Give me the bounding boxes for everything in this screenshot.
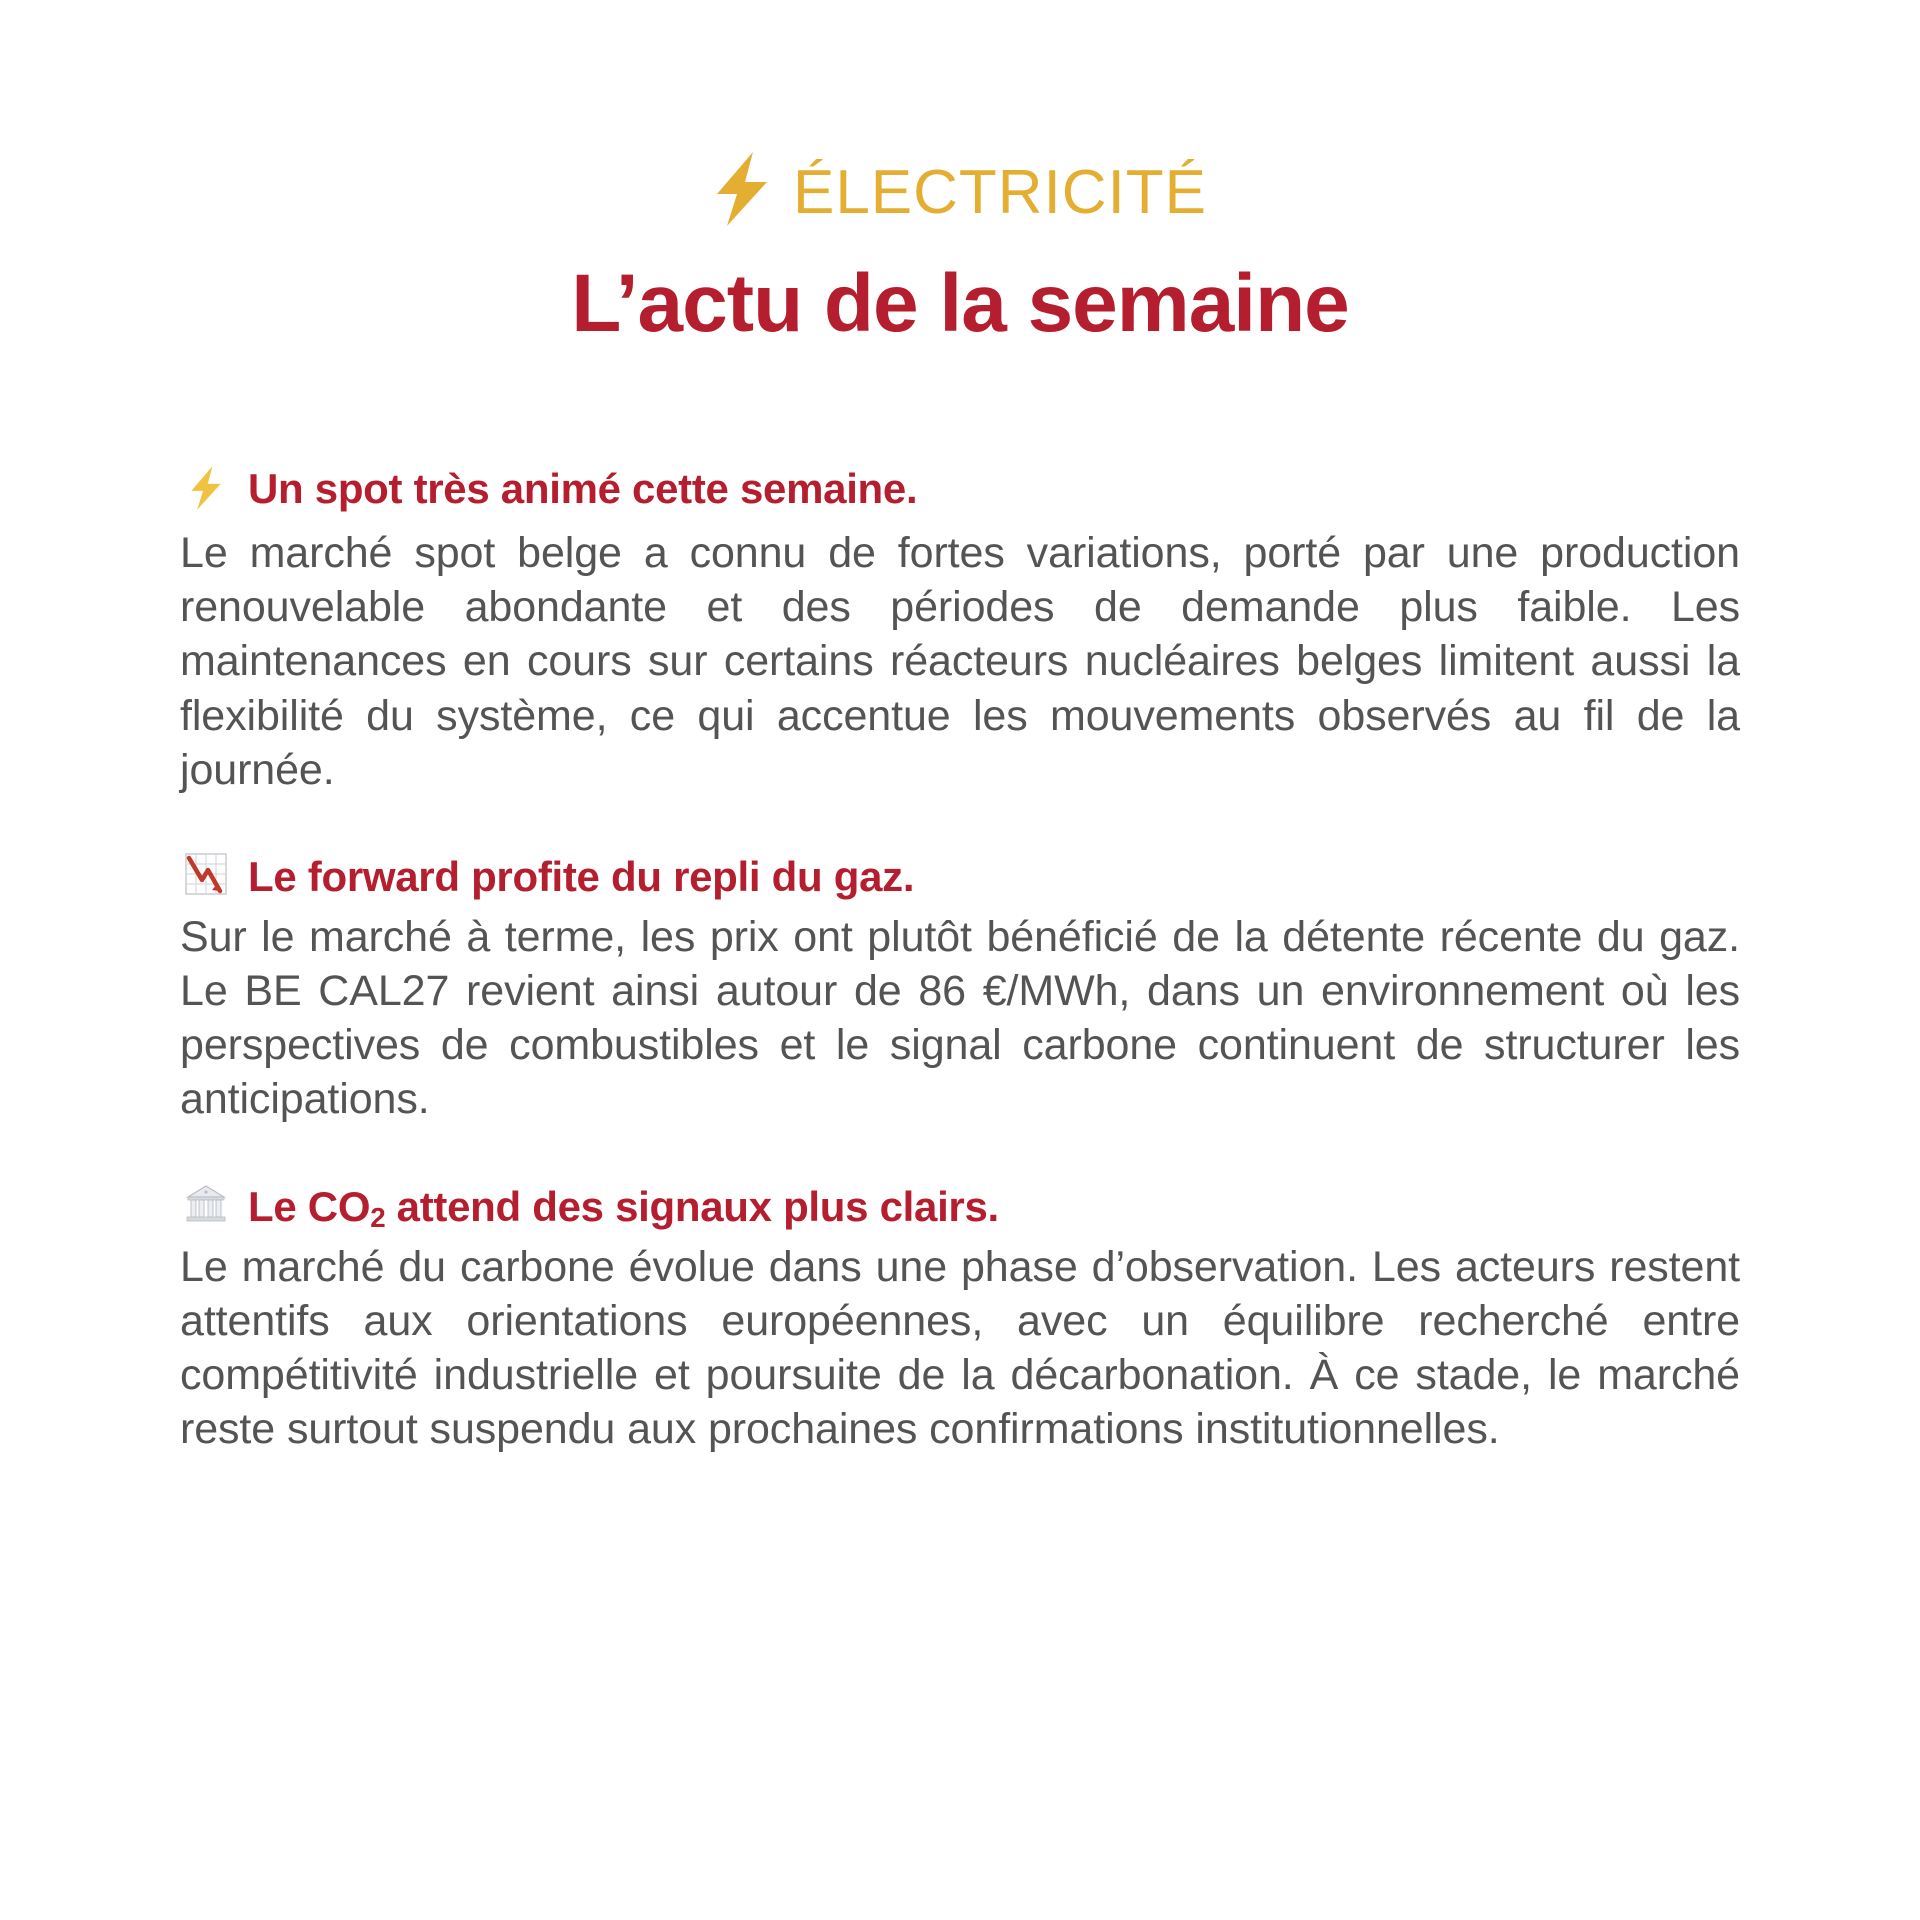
section-forward — [180, 853, 1740, 1127]
chart-decreasing-icon — [180, 853, 232, 906]
section-spot — [180, 465, 1740, 797]
section-co2-title — [248, 1183, 999, 1236]
lightning-bolt-icon — [713, 152, 771, 237]
section-spot-title: Un spot très animé cette semaine. — [248, 465, 918, 513]
high-voltage-icon — [180, 465, 232, 522]
section-co2-title-suffix: attend des signaux plus clairs. — [385, 1182, 999, 1230]
section-co2 — [180, 1183, 1740, 1457]
header — [0, 0, 1920, 347]
kicker-label: ÉLECTRICITÉ — [792, 157, 1208, 227]
section-co2-body: Le marché du carbone évolue dans une phase d’observation. Les acteurs restent attentifs aux orientations européennes, avec un équilibre recherché entre compétitivité industrielle et poursuite de la décarbonation. À ce stade, le marché reste surtout suspendu aux prochaines confirmations institutionnelles. — [180, 1242, 1740, 1454]
sections-container — [180, 347, 1740, 1456]
section-co2-heading — [180, 1183, 1740, 1236]
section-forward-body: Sur le marché à terme, les prix ont plutôt bénéficié de la détente récente du gaz. Le BE CAL27 revient ainsi autour de 86 €/MWh, dans un environnement où les perspectives de combustibles et le signal carbone continuent de structurer les anticipations. — [180, 912, 1740, 1124]
section-co2-title-prefix: Le CO — [248, 1182, 371, 1230]
page-title: L’actu de la semaine — [571, 258, 1349, 349]
kicker-row — [0, 150, 1920, 235]
section-co2-title-subscript: 2 — [370, 1201, 386, 1233]
section-forward-title: Le forward profite du repli du gaz. — [248, 852, 915, 900]
classical-building-icon — [180, 1183, 232, 1236]
section-spot-heading — [180, 465, 1740, 522]
section-spot-body: Le marché spot belge a connu de fortes variations, porté par une production renouvelable abondante et des périodes de demande plus faible. Les maintenances en cours sur certains réacteurs nucléaires belges limitent aussi la flexibilité du système, ce qui accentue les mouvements observés au fil de la journée. — [180, 529, 1740, 794]
section-forward-heading — [180, 853, 1740, 906]
